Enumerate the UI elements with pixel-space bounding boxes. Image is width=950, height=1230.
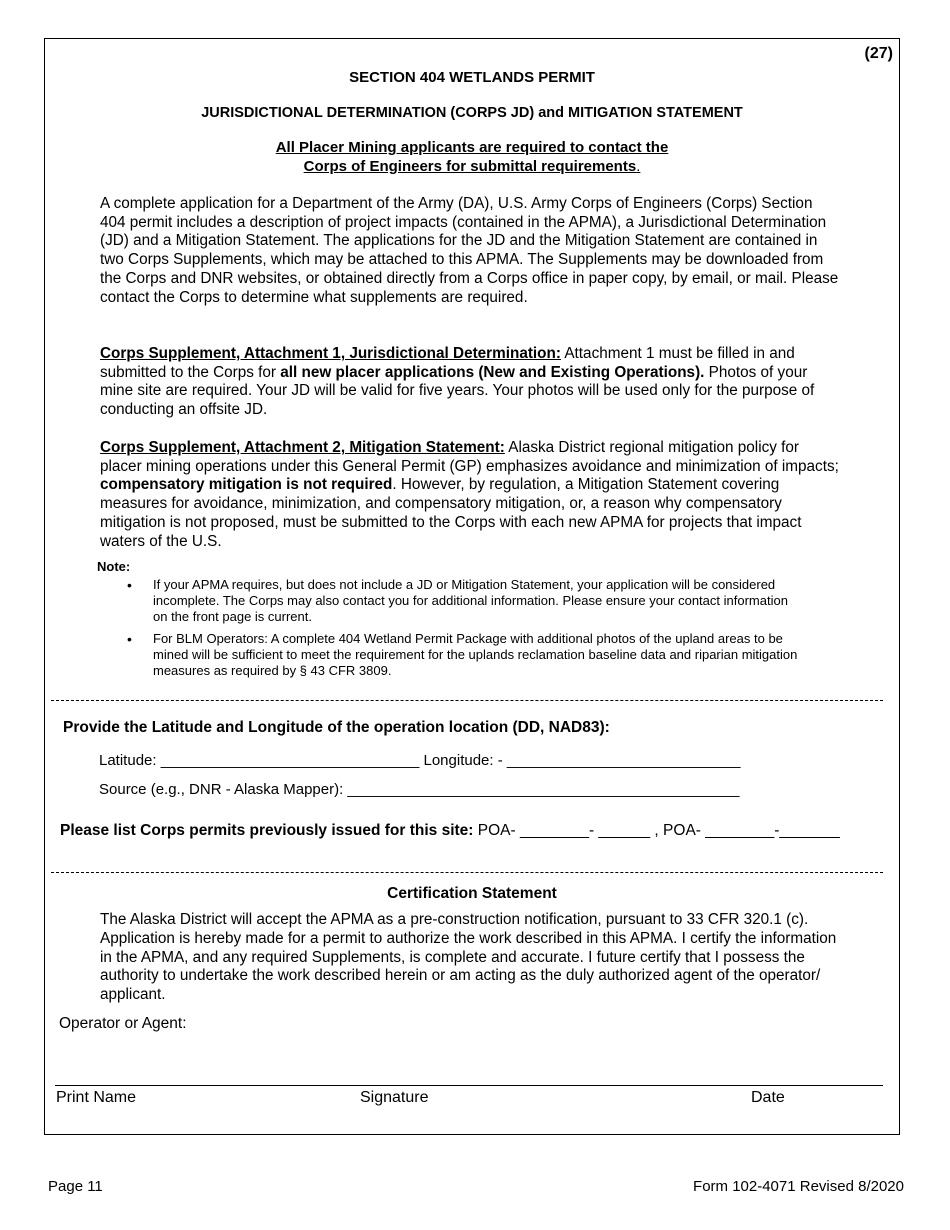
note-list xyxy=(125,577,805,684)
longitude-field[interactable]: - ____________________________ xyxy=(493,752,741,769)
attachment-1-heading: Corps Supplement, Attachment 1, Jurisdictional Determination: xyxy=(100,345,561,362)
certification-text: The Alaska District will accept the APMA as a pre-construction notification, pursuant to 33 CFR 320.1 (c). Application is hereby made for a permit to authorize the work described in this APMA. I certify the information in the APMA, and any required Supplements, is complete and accurate. I future certify that I possess the authority to undertake the work described herein or am acting as the duly authorized agent of the operator/ applicant. xyxy=(100,911,837,1004)
latitude-label: Latitude: xyxy=(99,752,157,769)
longitude-label: Longitude: xyxy=(423,752,494,769)
form-frame xyxy=(44,38,900,1135)
footer-page: Page 11 xyxy=(48,1178,103,1195)
note-item: • If your APMA requires, but does not include a JD or Mitigation Statement, your application will be considered incomplete. The Corps may also contact you for additional information. Please ensure your contact information on the front page is current. xyxy=(125,577,805,626)
attachment-2-heading: Corps Supplement, Attachment 2, Mitigation Statement: xyxy=(100,439,505,456)
location-title: Provide the Latitude and Longitude of the operation location (DD, NAD83): xyxy=(63,719,610,736)
page-number-label: (27) xyxy=(864,45,893,62)
note-item: • For BLM Operators: A complete 404 Wetland Permit Package with additional photos of the upland areas to be mined will be sufficient to meet the requirement for the uplands reclamation baseline data and riparian mitigation measures as required by § 43 CFR 3809. xyxy=(125,631,805,680)
note-label: Note: xyxy=(97,559,131,574)
print-name-label: Print Name xyxy=(56,1089,137,1106)
signature-label: Signature xyxy=(360,1089,429,1106)
attachment-2-text-a: Alaska District regional mitigation policy for placer mining operations under this General Permit (GP) emphasizes avoidance and minimization of impacts; xyxy=(100,439,839,475)
source-field[interactable]: _______________________________________________ xyxy=(343,781,740,798)
intro-period: . xyxy=(636,158,641,175)
paragraph-intro: A complete application for a Department of the Army (DA), U.S. Army Corps of Engineers (Corps) Section 404 permit includes a description of project impacts (contained in the APMA), a Jurisdictional Determination (JD) and a Mitigation Statement. The applications for the JD and the Mitigation Statement are contained in two Corps Supplements, which may be attached to this APMA. The Supplements may be downloaded from the Corps and DNR websites, or obtained directly from a Corps office in paper copy, by email, or mail. Please contact the Corps to determine what supplements are required. xyxy=(100,195,839,306)
operator-label: Operator or Agent: xyxy=(59,1015,187,1032)
attachment-1-text-a: Attachment 1 must be filled in and submitted to the Corps for xyxy=(100,345,795,381)
footer-form-id: Form 102-4071 Revised 8/2020 xyxy=(693,1178,904,1195)
certification-title: Certification Statement xyxy=(387,885,557,902)
attachment-1-text-b: Photos of your mine site are required. Your JD will be valid for five years. Your photos will be used only for the purpose of conducting an offsite JD. xyxy=(100,363,815,419)
paragraph-attachment-2 xyxy=(100,439,840,551)
source-row xyxy=(99,781,740,798)
paragraph-attachment-1 xyxy=(100,345,840,420)
signature-line[interactable] xyxy=(55,1085,883,1086)
corps-permits-label: Please list Corps permits previously issued for this site: xyxy=(60,822,474,839)
corps-permits-field[interactable]: POA- ________- ______ , POA- ________-_______ xyxy=(473,822,840,839)
latitude-field[interactable]: _______________________________ xyxy=(156,752,424,769)
corps-permits-row xyxy=(60,822,840,840)
source-label: Source (e.g., DNR - Alaska Mapper): xyxy=(99,781,344,798)
intro-notice xyxy=(45,138,899,176)
lat-long-row xyxy=(99,752,741,769)
attachment-2-bold: compensatory mitigation is not required xyxy=(100,476,393,494)
divider xyxy=(51,872,883,873)
intro-line-1: All Placer Mining applicants are required to contact the xyxy=(275,139,669,156)
section-title: SECTION 404 WETLANDS PERMIT xyxy=(349,69,595,86)
intro-line-2: Corps of Engineers for submittal requirements xyxy=(303,158,637,175)
attachment-1-bold: all new placer applications (New and Existing Operations). xyxy=(280,363,705,381)
attachment-2-text-b: . However, by regulation, a Mitigation Statement covering measures for avoidance, minimization, and compensatory mitigation, or, a reason why compensatory mitigation is not proposed, must be submitted to the Corps with each new APMA for projects that impact waters of the U.S. xyxy=(100,476,802,550)
divider xyxy=(51,700,883,701)
subtitle: JURISDICTIONAL DETERMINATION (CORPS JD) and MITIGATION STATEMENT xyxy=(201,105,743,121)
date-label: Date xyxy=(751,1089,785,1106)
